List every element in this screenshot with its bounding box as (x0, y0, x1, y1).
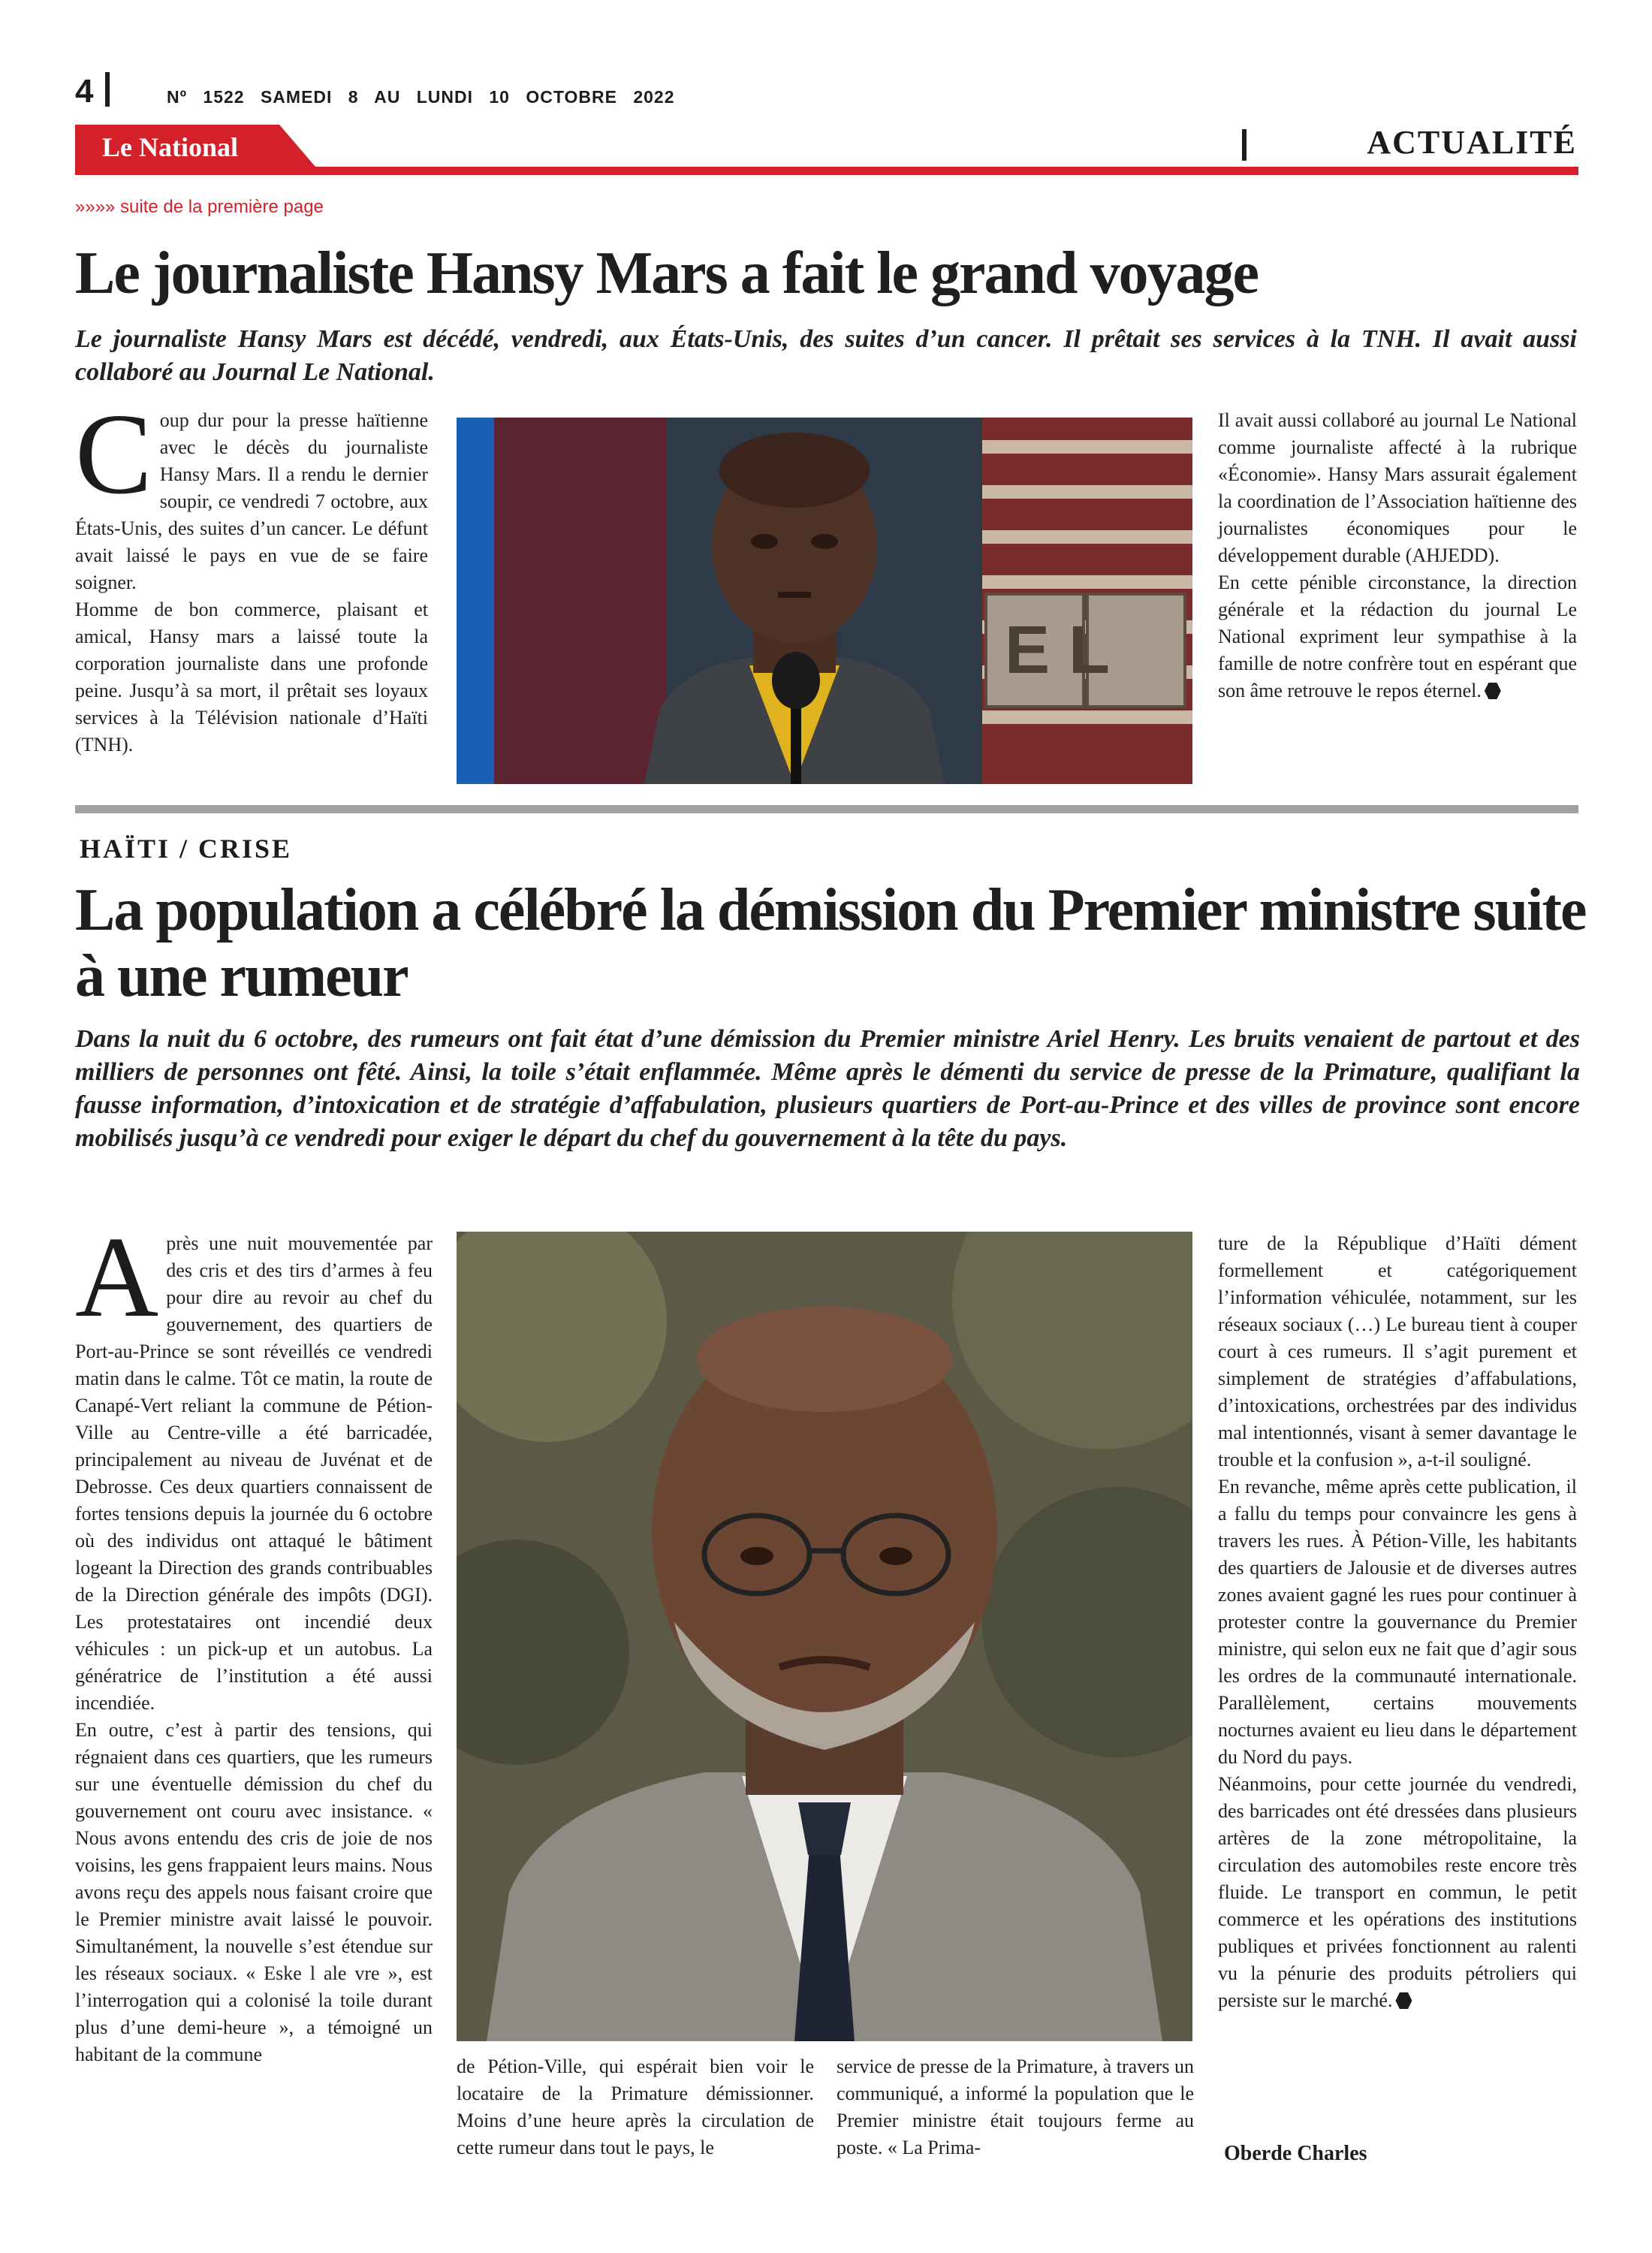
page-number: 4 (75, 73, 94, 110)
section-label: ACTUALITÉ (1367, 124, 1577, 161)
article1-column-1 (75, 391, 428, 759)
brand-name: Le National (102, 132, 239, 162)
prime-minister-portrait-illustration (457, 1232, 1192, 2041)
article2-paragraph-last (1218, 1771, 1577, 2014)
page-number-divider (105, 72, 110, 107)
article1-headline: Le journaliste Hansy Mars a fait le grand voyage (75, 240, 1258, 306)
article2-column-4 (1218, 1230, 1577, 2014)
article1-paragraph-last (1218, 569, 1577, 704)
article2-column-3 (837, 2053, 1194, 2161)
article1-dropcap: C (75, 391, 152, 518)
article2-paragraph: service de presse de la Primature, à travers un communiqué, a informé la population que le Premier ministre était toujours ferme au poste. « La Prima- (837, 2055, 1194, 2158)
prime-minister-photo (457, 1232, 1192, 2041)
photo-background-letters: E L (1004, 613, 1111, 688)
article2-headline: La population a célébré la démission du Premier ministre suite à une rumeur (75, 877, 1586, 1009)
article2-paragraph: En revanche, même après cette publication, il a fallu du temps pour convaincre les gens à travers les rues. À Pétion-Ville, les habitants des quartiers de Jalousie et de diverses autres zones avaient gagné les rues pour continuer à protester contre la gouvernance du Premier ministre, qui selon eux ne fait que d’agir sous les ordres de la communauté internationale. Parallèlement, certains mouvements nocturnes avaient eu lieu dans le département du Nord du pays. (1218, 1476, 1577, 1768)
header-red-rule (75, 167, 1578, 175)
article2-lead: Dans la nuit du 6 octobre, des rumeurs ont fait état d’une démission du Premier ministre Ariel Henry. Les bruits venaient de partout et des milliers de personnes ont fêté. Ainsi, la toile s’était enflammée. Même après le démenti du service de presse de la Primature, qualifiant la fausse information, d’intoxication et de stratégie d’affabulation, plusieurs quartiers de Port-au-Prince et des villes de province sont encore mobilisés jusqu’à ce vendredi pour exiger le départ du chef du gouvernement à la tête du pays. (75, 1025, 1580, 1152)
article1-paragraph-text: En cette pénible circonstance, la direction générale et la rédaction du journal Le National expriment leur sympathise à la famille de notre confrère tout en espérant que son âme retrouve le repos éternel. (1218, 572, 1577, 701)
article1-paragraph: Homme de bon commerce, plaisant et amical, Hansy mars a laissé toute la corporation journaliste dans une profonde peine. Jusqu’à sa mort, il prêtait ses loyaux services à la Télévision nationale d’Haïti (TNH). (75, 599, 428, 756)
article2-paragraph: ture de la République d’Haïti dément formellement et catégoriquement l’information véhiculée, notamment, sur les réseaux sociaux (…) Le bureau tient à couper court à ces rumeurs. Il s’agit purement et simplement de stratégies d’affabulations, d’intoxications, orchestrées par des individus mal intentionnés, visant à semer davantage le trouble et la confusion », a-t-il souligné. (1218, 1232, 1577, 1470)
article2-paragraph-text: Néanmoins, pour cette journée du vendredi, des barricades ont été dressées dans plusieurs artères de la zone métropolitaine, la circulation des automobiles reste encore très fluide. Le transport en commun, le petit commerce et les opérations des institutions publiques et privées fonctionnent au ralenti vu la pénurie des produits pétroliers qui persiste sur le marché. (1218, 1773, 1577, 2011)
end-of-article-icon (1485, 683, 1501, 699)
end-of-article-icon (1395, 1992, 1412, 2009)
article1-lead: Le journaliste Hansy Mars est décédé, vendredi, aux États-Unis, des suites d’un cancer. Il prêtait ses services à la TNH. Il avait aussi collaboré au Journal Le National. (75, 325, 1577, 386)
article2-column-1 (75, 1214, 433, 2068)
article-separator (75, 805, 1578, 813)
journalist-photo (457, 418, 1192, 784)
article2-byline: Oberde Charles (1224, 2142, 1367, 2165)
article1-column-3 (1218, 407, 1577, 704)
article1-paragraph: Il avait aussi collaboré au journal Le National comme journaliste affecté à la rubrique «Économie». Hansy Mars assurait également la coordination de l’Association haïtienne des journalistes économiques pour le développement durable (AHJEDD). (1218, 409, 1577, 566)
issue-dateline: Nº 1522 SAMEDI 8 AU LUNDI 10 OCTOBRE 2022 (167, 87, 675, 107)
continued-note: »»»» suite de la première page (75, 197, 324, 217)
article2-kicker: HAÏTI / CRISE (80, 834, 293, 864)
article2-paragraph: En outre, c’est à partir des tensions, qui régnaient dans ces quartiers, que les rumeurs sur une éventuelle démission du chef du gouvernement ont couru avec insistance. « Nous avons entendu des cris de joie de nos voisins, les gens frappaient leurs mains. Nous avons reçu des appels nous faisant croire que le Premier ministre avait laissé le pouvoir. Simultanément, la nouvelle s’est étendue sur les réseaux sociaux. « Eske l ale vre », est l’interrogation qui a colonisé la toile durant plus d’une demi-heure », a témoigné un habitant de la commune (75, 1719, 433, 2065)
journalist-portrait-illustration (457, 418, 1192, 784)
article2-paragraph: près une nuit mouvementée par des cris et des tirs d’armes à feu pour dire au revoir au chef du gouvernement, des quartiers de Port-au-Prince se sont réveillés ce vendredi matin dans le calme. Tôt ce matin, la route de Canapé-Vert reliant la commune de Pétion-Ville au Centre-ville a été barricadée, principalement au niveau de Juvénat et de Debrosse. Ces deux quartiers connaissent de fortes tensions depuis la journée du 6 octobre où des individus ont attaqué le bâtiment logeant la Direction des grands contribuables de la Direction générale des impôts (DGI). Les protestataires ont incendié deux véhicules : un pick-up et un autobus. La génératrice de l’institution a été aussi incendiée. (75, 1232, 433, 1714)
section-divider (1242, 129, 1247, 161)
article1-paragraph: oup dur pour la presse haïtienne avec le décès du journaliste Hansy Mars. Il a rendu le dernier soupir, ce vendredi 7 octobre, aux États-Unis, des suites d’un cancer. Le défunt avait laissé le pays en vue de se faire soigner. (75, 409, 428, 593)
article2-paragraph: de Pétion-Ville, qui espérait bien voir le locataire de la Primature démissionner. Moins d’une heure après la circulation de cette rumeur dans tout le pays, le (457, 2055, 814, 2158)
article2-dropcap: A (75, 1214, 159, 1341)
article2-column-2 (457, 2053, 814, 2161)
